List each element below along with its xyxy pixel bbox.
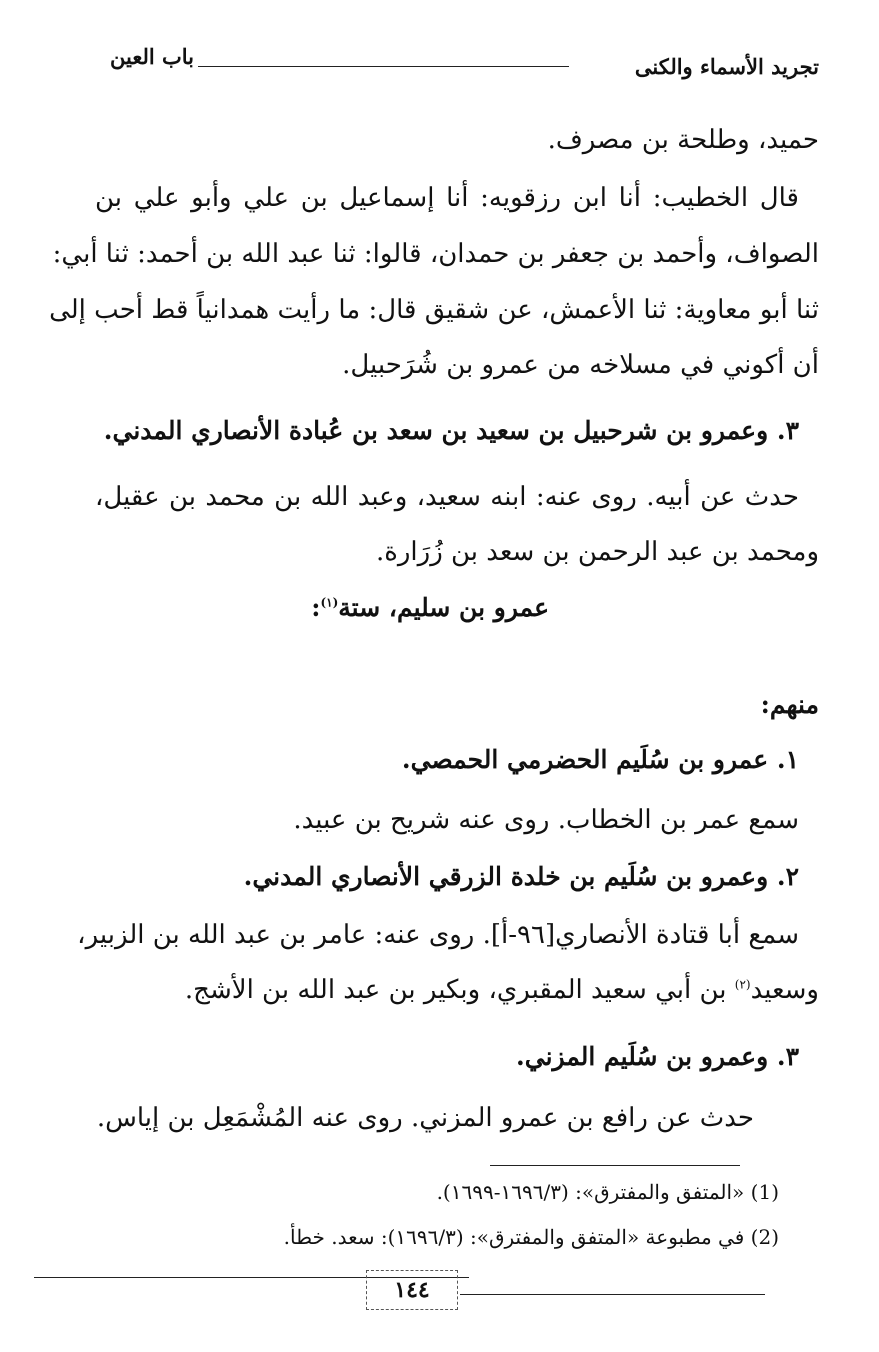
book-title: تجريد الأسماء والكنى <box>634 54 819 79</box>
text-line: ومحمد بن عبد الرحمن بن سعد بن زُرَارة. <box>375 537 819 567</box>
text-span: وسعيد <box>750 975 819 1005</box>
chapter-title: باب العين <box>110 44 195 69</box>
header-rule <box>198 66 569 67</box>
footnote: (2) في مطبوعة «المتفق والمفترق»: (١٦٩٦/٣): سعد. خطأ. <box>283 1225 779 1249</box>
running-header <box>110 42 819 82</box>
text-line: قال الخطيب: أنا ابن رزقويه: أنا إسماعيل بن علي وأبو علي بن <box>95 183 799 213</box>
text-line: أن أكوني في مسلاخه من عمرو بن شُرَحبيل. <box>342 350 819 380</box>
text-line: حدث عن رافع بن عمرو المزني. روى عنه المُشْمَعِل بن إياس. <box>96 1103 754 1133</box>
footnote: (1) «المتفق والمفترق»: (١٦٩٦/٣-١٦٩٩). <box>436 1180 779 1204</box>
text-line: ثنا أبو معاوية: ثنا الأعمش، عن شقيق قال: ما رأيت همدانياً قط أحب إلى <box>49 295 819 325</box>
entry-heading: ١. عمرو بن سُلَيم الحضرمي الحمصي. <box>401 745 799 774</box>
text-line: سمع أبا قتادة الأنصاري[٩٦-أ]. روى عنه: عامر بن عبد الله بن الزبير، <box>77 920 799 950</box>
text-line: حدث عن أبيه. روى عنه: ابنه سعيد، وعبد الله بن محمد بن عقيل، <box>95 482 799 512</box>
section-title-text: عمرو بن سليم، ستة <box>338 593 549 622</box>
footnote-ref: (١) <box>320 595 339 610</box>
footnote-rule <box>490 1165 740 1166</box>
page-number: ١٤٤ <box>366 1270 458 1310</box>
entry-heading: ٣. وعمرو بن سُلَيم المزني. <box>516 1042 799 1071</box>
text-line: سمع عمر بن الخطاب. روى عنه شريح بن عبيد. <box>293 805 799 835</box>
entry-heading: ٣. وعمرو بن شرحبيل بن سعيد بن سعد بن عُبادة الأنصاري المدني. <box>103 416 799 445</box>
section-title: عمرو بن سليم، ستة$^{(١)}$: <box>311 593 549 622</box>
text-line <box>185 975 819 1006</box>
text-span: بن أبي سعيد المقبري، وبكير بن عبد الله بن الأشج. <box>184 975 735 1005</box>
text-line: الصواف، وأحمد بن جعفر بن حمدان، قالوا: ثنا عبد الله بن أحمد: ثنا أبي: <box>52 239 819 269</box>
footnote-ref: (٢) <box>734 977 751 992</box>
text-line: حميد، وطلحة بن مصرف. <box>547 125 819 155</box>
footer-rule <box>460 1294 765 1295</box>
list-intro: منهم: <box>760 690 819 719</box>
entry-heading: ٢. وعمرو بن سُلَيم بن خلدة الزرقي الأنصاري المدني. <box>243 862 799 891</box>
